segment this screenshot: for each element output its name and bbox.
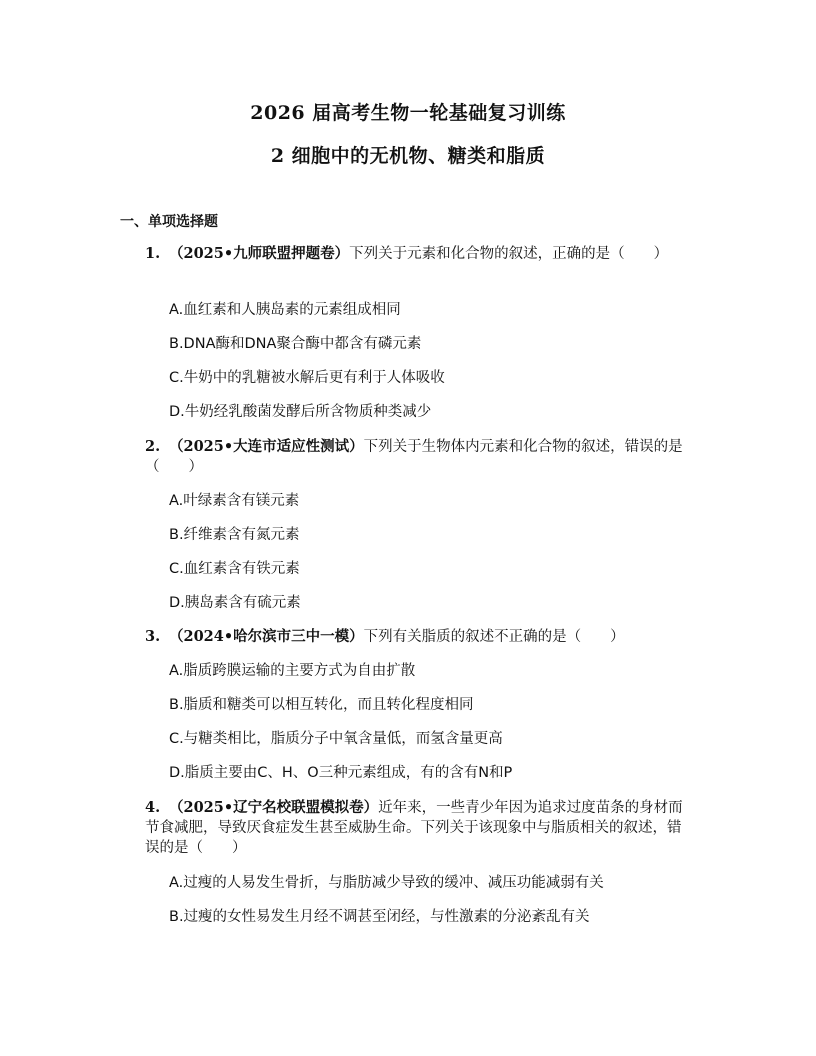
option-c: C.牛奶中的乳糖被水解后更有利于人体吸收: [169, 370, 445, 386]
section-heading: 一、单项选择题: [120, 214, 218, 230]
question-source: （2025•大连市适应性测试）: [169, 438, 364, 455]
question-source: （2025•辽宁名校联盟模拟卷）: [169, 799, 379, 816]
option-c: C.血红素含有铁元素: [169, 561, 300, 577]
doc-title: 2026 届高考生物一轮基础复习训练: [250, 102, 566, 124]
question-4: [145, 798, 693, 858]
question-stem: 下列有关脂质的叙述不正确的是（ ）: [363, 629, 625, 645]
question-number: 4.: [145, 799, 161, 816]
question-2: [145, 437, 693, 477]
question-stem: 下列关于生物体内元素和化合物的叙述，错误的是（ ）: [145, 439, 683, 475]
option-a: A.过瘦的人易发生骨折，与脂肪减少导致的缓冲、减压功能减弱有关: [169, 875, 604, 891]
option-c: C.与糖类相比，脂质分子中氧含量低，而氢含量更高: [169, 731, 503, 747]
option-b: B.过瘦的女性易发生月经不调甚至闭经，与性激素的分泌紊乱有关: [169, 909, 590, 925]
question-stem: 近年来，一些青少年因为追求过度苗条的身材而节食减肥，导致厌食症发生甚至威胁生命。下列关于该现象中与脂质相关的叙述，错误的是（ ）: [145, 800, 683, 856]
option-b: B.纤维素含有氮元素: [169, 527, 300, 543]
question-number: 3.: [145, 628, 161, 645]
option-a: A.血红素和人胰岛素的元素组成相同: [169, 302, 401, 318]
option-d: D.牛奶经乳酸菌发酵后所含物质种类减少: [169, 404, 432, 420]
option-b: B.脂质和糖类可以相互转化，而且转化程度相同: [169, 697, 474, 713]
question-3: [145, 627, 693, 647]
option-a: A.叶绿素含有镁元素: [169, 493, 300, 509]
option-a: A.脂质跨膜运输的主要方式为自由扩散: [169, 663, 416, 679]
question-number: 2.: [145, 438, 161, 455]
question-source: （2024•哈尔滨市三中一模）: [169, 628, 364, 645]
question-stem: 下列关于元素和化合物的叙述，正确的是（ ）: [349, 246, 669, 262]
question-1: [145, 244, 693, 264]
option-d: D.胰岛素含有硫元素: [169, 595, 301, 611]
option-b: B.DNA酶和DNA聚合酶中都含有磷元素: [169, 336, 422, 352]
question-source: （2025•九师联盟押题卷）: [169, 245, 350, 262]
option-d: D.脂质主要由C、H、O三种元素组成，有的含有N和P: [169, 765, 513, 781]
question-number: 1.: [145, 245, 161, 262]
doc-subtitle: 2 细胞中的无机物、糖类和脂质: [270, 145, 546, 167]
